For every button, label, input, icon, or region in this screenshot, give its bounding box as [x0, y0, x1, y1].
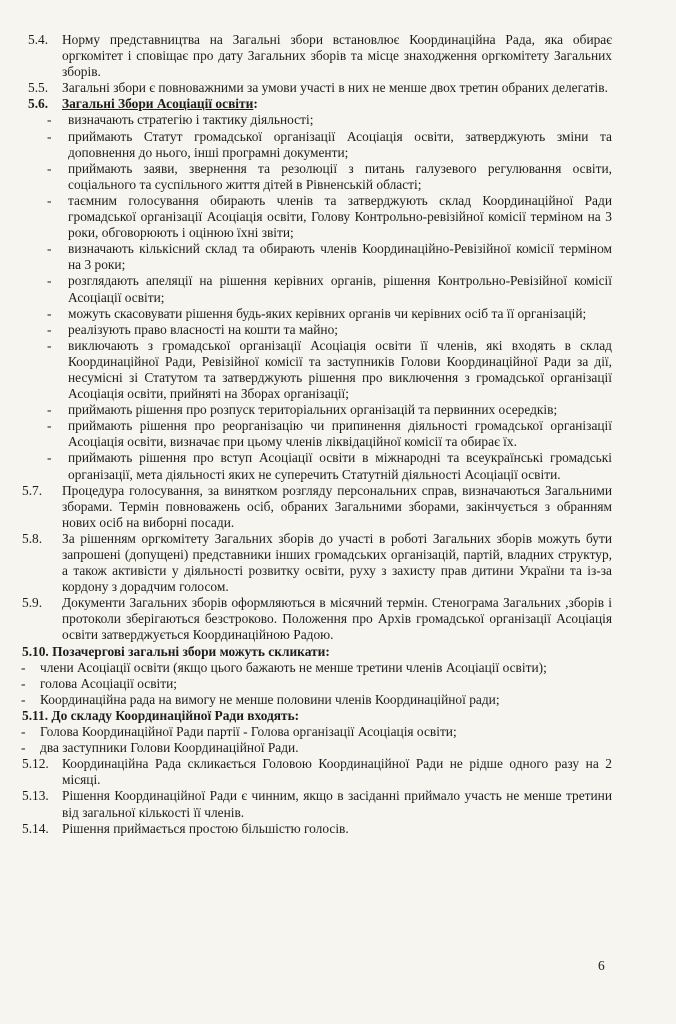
- list-item-text: два заступники Голови Координаційної Ради.: [40, 740, 299, 756]
- list-item-text: визначають стратегію і тактику діяльності;: [68, 112, 314, 128]
- clause-heading: Загальні Збори Асоціації освіти:: [62, 96, 258, 112]
- list-item-text: приймають рішення про вступ Асоціації освіти в міжнародні та всеукраїнські громадські організації, мета діяльності яких не суперечить Статутній діяльності Асоціації освіти.: [68, 450, 612, 482]
- clause-5-6: [0, 96, 676, 112]
- list-item: - приймають рішення про розпуск територіальних організацій та первинних осередків;: [0, 402, 676, 418]
- clause-text: Загальні збори є повноважними за умови участі в них не менше двох третин обраних делегатів.: [62, 80, 608, 96]
- clause-5-14: [0, 821, 676, 837]
- list-item: - приймають Статут громадської організації Асоціація освіти, затверджують зміни та доповнення до нього, інші програмні документи;: [0, 129, 676, 161]
- clause-number: 5.12.: [22, 756, 49, 772]
- clause-5-9: [0, 595, 676, 643]
- list-item: - два заступники Голови Координаційної Ради.: [0, 740, 676, 756]
- clause-text: Координаційна Рада скликається Головою Координаційної Ради не рідше одного разу на 2 місяці.: [62, 756, 612, 788]
- clause-number: 5.4.: [28, 32, 49, 47]
- list-item: - приймають рішення про вступ Асоціації освіти в міжнародні та всеукраїнські громадські організації, мета діяльності яких не суперечить Статутній діяльності Асоціації освіти.: [0, 450, 676, 482]
- list-item-text: реалізують право власності на кошти та майно;: [68, 321, 338, 337]
- clause-text: Рішення Координаційної Ради є чинним, якщо в засіданні приймало участь не менше третини від загальної кількості її членів.: [62, 788, 612, 820]
- list-item: - реалізують право власності на кошти та майно;: [0, 322, 676, 338]
- clause-5-10-heading: 5.10. Позачергові загальні збори можуть скликати:: [22, 643, 330, 659]
- document-body: [0, 32, 676, 837]
- clause-number: 5.13.: [22, 788, 49, 804]
- list-item-text: виключають з громадської організації Асоціація освіти її членів, які входять в склад Координаційної Ради, Ревізійної комісії та заступників Голови Координаційної Ради за дії, несумісні зі Статутом та затверджують рішення про виключення з громадської організації Асоціація освіти, прийняті на Зборах організації;: [68, 337, 612, 402]
- clause-text: Норму представництва на Загальні збори встановлює Координаційна Рада, яка обирає оргкомітет і сповіщає про дату Загальних зборів та місце знаходження оргкомітету Загальних зборів.: [62, 32, 612, 80]
- clause-number: 5.14.: [22, 820, 49, 836]
- page-number: 6: [598, 958, 605, 973]
- clause-text: Процедура голосування, за винятком розгляду персональних справ, визначаються Загальними зборами. Термін повноважень осіб, обраних Загальними зборами, закінчується з обранням нових осіб на виборні посади.: [62, 482, 612, 530]
- clause-text: Документи Загальних зборів оформляються в місячний термін. Стенограма Загальних ,зборів і протоколи зберігаються безстроково. Положення про Архів громадської організації Асоціація освіти затверджується Координаційною Радою.: [62, 595, 612, 643]
- list-item-text: приймають рішення про реорганізацію чи припинення діяльності громадської організації Асоціація освіти, визначає при цьому членів ліквідаційної комісії та обирає їх.: [68, 418, 612, 450]
- list-item-text: Голова Координаційної Ради партії - Голова організації Асоціація освіти;: [40, 724, 457, 740]
- clause-5-4: [0, 32, 676, 80]
- list-item: - Голова Координаційної Ради партії - Голова організації Асоціація освіти;: [0, 724, 676, 740]
- clause-5-8: [0, 531, 676, 595]
- list-item-text: члени Асоціації освіти (якщо цього бажають не менше третини членів Асоціації освіти);: [40, 659, 547, 675]
- list-item-text: можуть скасовувати рішення будь-яких керівних органів чи керівних осіб та її організацій;: [68, 305, 587, 321]
- list-item: - Координаційна рада на вимогу не менше половини членів Координаційної ради;: [0, 692, 676, 708]
- clause-5-12: [0, 756, 676, 788]
- list-item-text: приймають заяви, звернення та резолюції з питань галузевого регулювання освіти, соціального та суспільного життя дітей в Рівненській області;: [68, 160, 612, 192]
- list-item: - можуть скасовувати рішення будь-яких керівних органів чи керівних осіб та її організацій;: [0, 306, 676, 322]
- list-item: - визначають стратегію і тактику діяльності;: [0, 112, 676, 128]
- list-item: - таємним голосування обирають членів та затверджують склад Координаційної Ради громадської організації Асоціація освіти, Голову Контрольно-ревізійної комісії терміном на 3 роки, обговорюють і оцінюю їхні звіти;: [0, 193, 676, 241]
- list-item: - голова Асоціації освіти;: [0, 676, 676, 692]
- clause-number: 5.9.: [22, 595, 43, 611]
- list-item: - визначають кількісний склад та обирають членів Координаційно-Ревізійної комісії терміном на 3 роки;: [0, 241, 676, 273]
- list-item-text: приймають рішення про розпуск територіальних організацій та первинних осередків;: [68, 402, 558, 418]
- list-item: - приймають рішення про реорганізацію чи припинення діяльності громадської організації Асоціація освіти, визначає при цьому членів ліквідаційної комісії та обирає їх.: [0, 418, 676, 450]
- list-item-text: приймають Статут громадської організації Асоціація освіти, затверджують зміни та доповнення до нього, інші програмні документи;: [68, 128, 612, 160]
- list-item: - приймають заяви, звернення та резолюції з питань галузевого регулювання освіти, соціального та суспільного життя дітей в Рівненській області;: [0, 161, 676, 193]
- clause-title: Загальні Збори Асоціації освіти: [62, 96, 254, 112]
- clause-text: Рішення приймається простою більшістю голосів.: [62, 820, 349, 836]
- clause-number: 5.8.: [22, 530, 43, 546]
- clause-5-11-heading: 5.11. До складу Координаційної Ради входять:: [22, 707, 300, 723]
- clause-number: 5.6.: [28, 96, 49, 112]
- list-item-text: таємним голосування обирають членів та затверджують склад Координаційної Ради громадської організації Асоціація освіти, Голову Контрольно-ревізійної комісії терміном на 3 роки, обговорюють і оцінюю їхні звіти;: [68, 192, 612, 241]
- clause-5-13: [0, 788, 676, 820]
- list-item-text: Координаційна рада на вимогу не менше половини членів Координаційної ради;: [40, 691, 500, 707]
- clause-text: За рішенням оргкомітету Загальних зборів до участі в роботі Загальних зборів можуть бути запрошені (допущені) представники інших громадських організацій, партій, владних структур, а також активісти у діяльності розвитку освіти, руху з захисту прав дитини України та із-за кордону з дорадчим голосом.: [62, 530, 612, 595]
- clause-5-5: [0, 80, 676, 96]
- list-item: - виключають з громадської організації Асоціація освіти її членів, які входять в склад Координаційної Ради, Ревізійної комісії та заступників Голови Координаційної Ради за дії, несумісні зі Статутом та затверджують рішення про виключення з громадської організації Асоціація освіти, прийняті на Зборах організації;: [0, 338, 676, 402]
- clause-5-7: [0, 483, 676, 531]
- clause-number: 5.5.: [28, 80, 49, 96]
- list-item-text: визначають кількісний склад та обирають членів Координаційно-Ревізійної комісії терміном на 3 роки;: [68, 241, 612, 273]
- list-item-text: розглядають апеляції на рішення керівних органів, рішення Контрольно-Ревізійної комісії Асоціації освіти;: [68, 273, 612, 305]
- list-item-text: голова Асоціації освіти;: [40, 675, 178, 691]
- clause-number: 5.7.: [22, 482, 43, 498]
- list-item: - члени Асоціації освіти (якщо цього бажають не менше третини членів Асоціації освіти);: [0, 660, 676, 676]
- list-item: - розглядають апеляції на рішення керівних органів, рішення Контрольно-Ревізійної комісії Асоціації освіти;: [0, 273, 676, 305]
